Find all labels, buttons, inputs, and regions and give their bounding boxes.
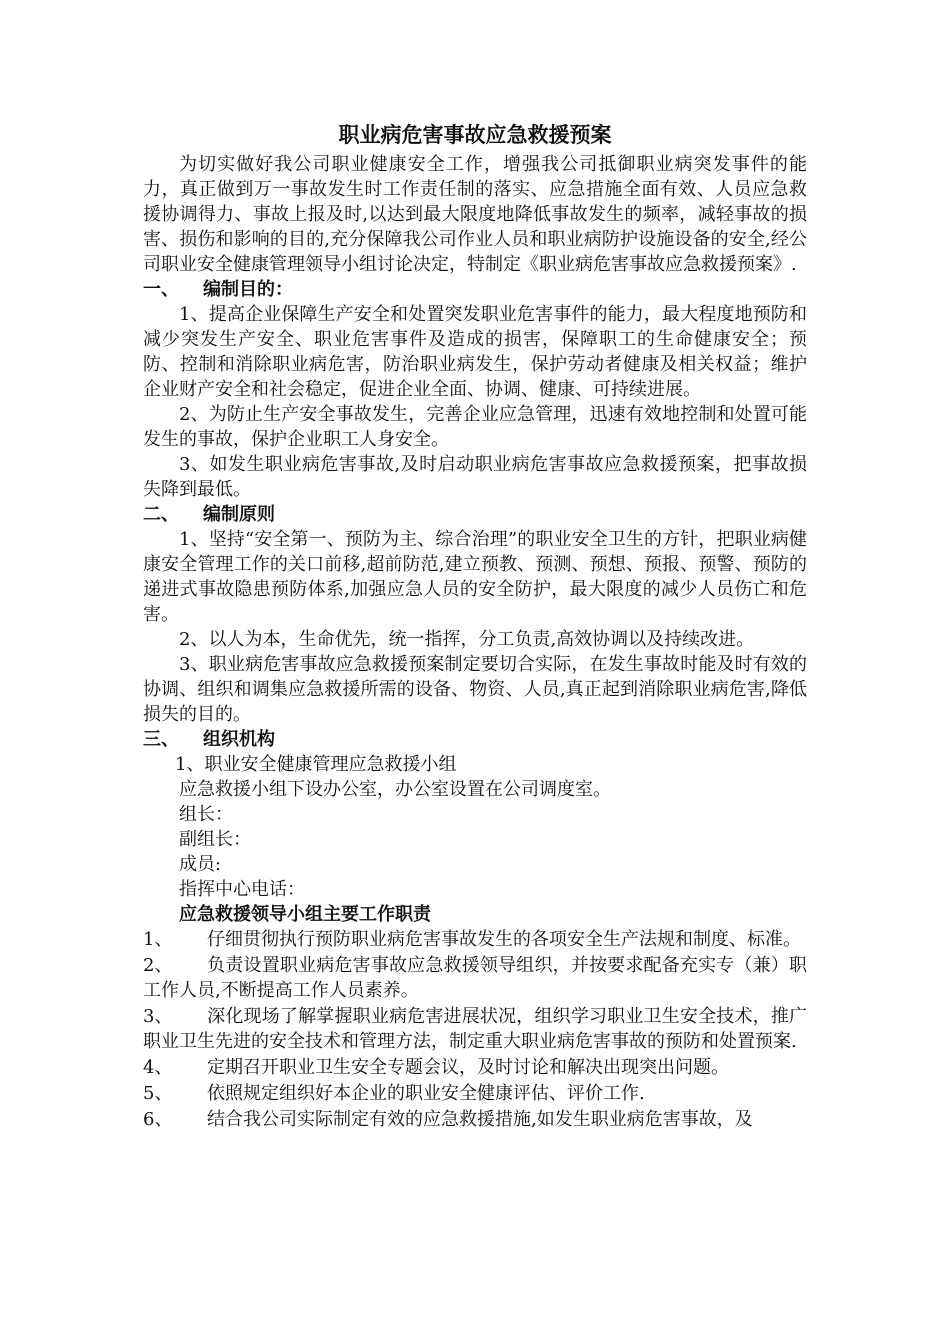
duty-number: 3、: [143, 1006, 173, 1027]
document-page: [143, 118, 807, 1133]
section-title: 编制原则: [203, 504, 275, 525]
command-phone-line: 指挥中心电话：: [179, 879, 305, 900]
duty-number: 1、: [143, 929, 173, 950]
office-line: 应急救援小组下设办公室，办公室设置在公司调度室。: [179, 779, 611, 800]
duty-text: 深化现场了解掌握职业病危害进展状况，组织学习职业卫生安全技术，推广职业卫生先进的安全技术和管理方法，制定重大职业病危害事故的预防和处置预案.: [143, 1006, 807, 1052]
duty-text: 依照规定组织好本企业的职业安全健康评估、评价工作.: [207, 1083, 645, 1104]
duty-number: 2、: [143, 955, 173, 976]
document-title: 职业病危害事故应急救援预案: [338, 122, 612, 147]
section-title: 组织机构: [203, 729, 275, 750]
duty-item: [143, 1107, 807, 1133]
duty-item: [143, 1081, 807, 1107]
members-line: 成员:: [179, 854, 222, 875]
org-subheading: 1、职业安全健康管理应急救援小组: [175, 754, 457, 775]
duty-text: 定期召开职业卫生安全专题会议，及时讨论和解决出现突出问题。: [207, 1057, 729, 1078]
duty-item: [143, 953, 807, 1004]
section-number: 二、: [143, 504, 179, 525]
section-heading-1: [143, 277, 807, 302]
section-heading-2: [143, 502, 807, 527]
purpose-item-3: 3、如发生职业病危害事故,及时启动职业病危害事故应急救援预案，把事故损失降到最低。: [143, 454, 807, 500]
leader-line: 组长：: [179, 804, 233, 825]
section-title: 编制目的：: [203, 279, 293, 300]
duty-item: [143, 1004, 807, 1055]
duty-text: 负责设置职业病危害事故应急救援领导组织，并按要求配备充实专（兼）职工作人员,不断提高工作人员素养。: [143, 955, 807, 1001]
principle-item-1: 1、坚持“安全第一、预防为主、综合治理”的职业安全卫生的方针，把职业病健康安全管理工作的关口前移,超前防范,建立预教、预测、预想、预报、预警、预防的递进式事故隐患预防体系,加强应急人员的安全防护，最大限度的减少人员伤亡和危害。: [143, 529, 807, 625]
duties-heading: 应急救援领导小组主要工作职责: [179, 904, 431, 925]
principle-item-3: 3、职业病危害事故应急救援预案制定要切合实际，在发生事故时能及时有效的协调、组织和调集应急救援所需的设备、物资、人员,真正起到消除职业病危害,降低损失的目的。: [143, 654, 807, 725]
duty-number: 6、: [143, 1109, 173, 1130]
intro-paragraph: 为切实做好我公司职业健康安全工作，增强我公司抵御职业病突发事件的能力，真正做到万一事故发生时工作责任制的落实、应急措施全面有效、人员应急救援协调得力、事故上报及时,以达到最大限度地降低事故发生的频率，减轻事故的损害、损伤和影响的目的,充分保障我公司作业人员和职业病防护设施设备的安全,经公司职业安全健康管理领导小组讨论决定，特制定《职业病危害事故应急救援预案》.: [143, 154, 807, 275]
section-heading-3: [143, 727, 807, 752]
duty-number: 5、: [143, 1083, 173, 1104]
section-number: 三、: [143, 729, 179, 750]
duty-item: [143, 1055, 807, 1081]
section-number: 一、: [143, 279, 179, 300]
duty-number: 4、: [143, 1057, 173, 1078]
purpose-item-1: 1、提高企业保障生产安全和处置突发职业危害事件的能力，最大程度地预防和减少突发生产安全、职业危害事件及造成的损害，保障职工的生命健康安全；预防、控制和消除职业病危害，防治职业病发生，保护劳动者健康及相关权益；维护企业财产安全和社会稳定，促进企业全面、协调、健康、可持续进展。: [143, 304, 807, 400]
duty-text: 结合我公司实际制定有效的应急救援措施,如发生职业病危害事故，及: [207, 1109, 753, 1130]
principle-item-2: 2、以人为本，生命优先，统一指挥，分工负责,高效协调以及持续改进。: [179, 629, 755, 650]
duty-text: 仔细贯彻执行预防职业病危害事故发生的各项安全生产法规和制度、标准。: [207, 929, 801, 950]
duty-item: [143, 927, 807, 953]
deputy-leader-line: 副组长：: [179, 829, 251, 850]
purpose-item-2: 2、为防止生产安全事故发生，完善企业应急管理，迅速有效地控制和处置可能发生的事故，保护企业职工人身安全。: [143, 404, 807, 450]
